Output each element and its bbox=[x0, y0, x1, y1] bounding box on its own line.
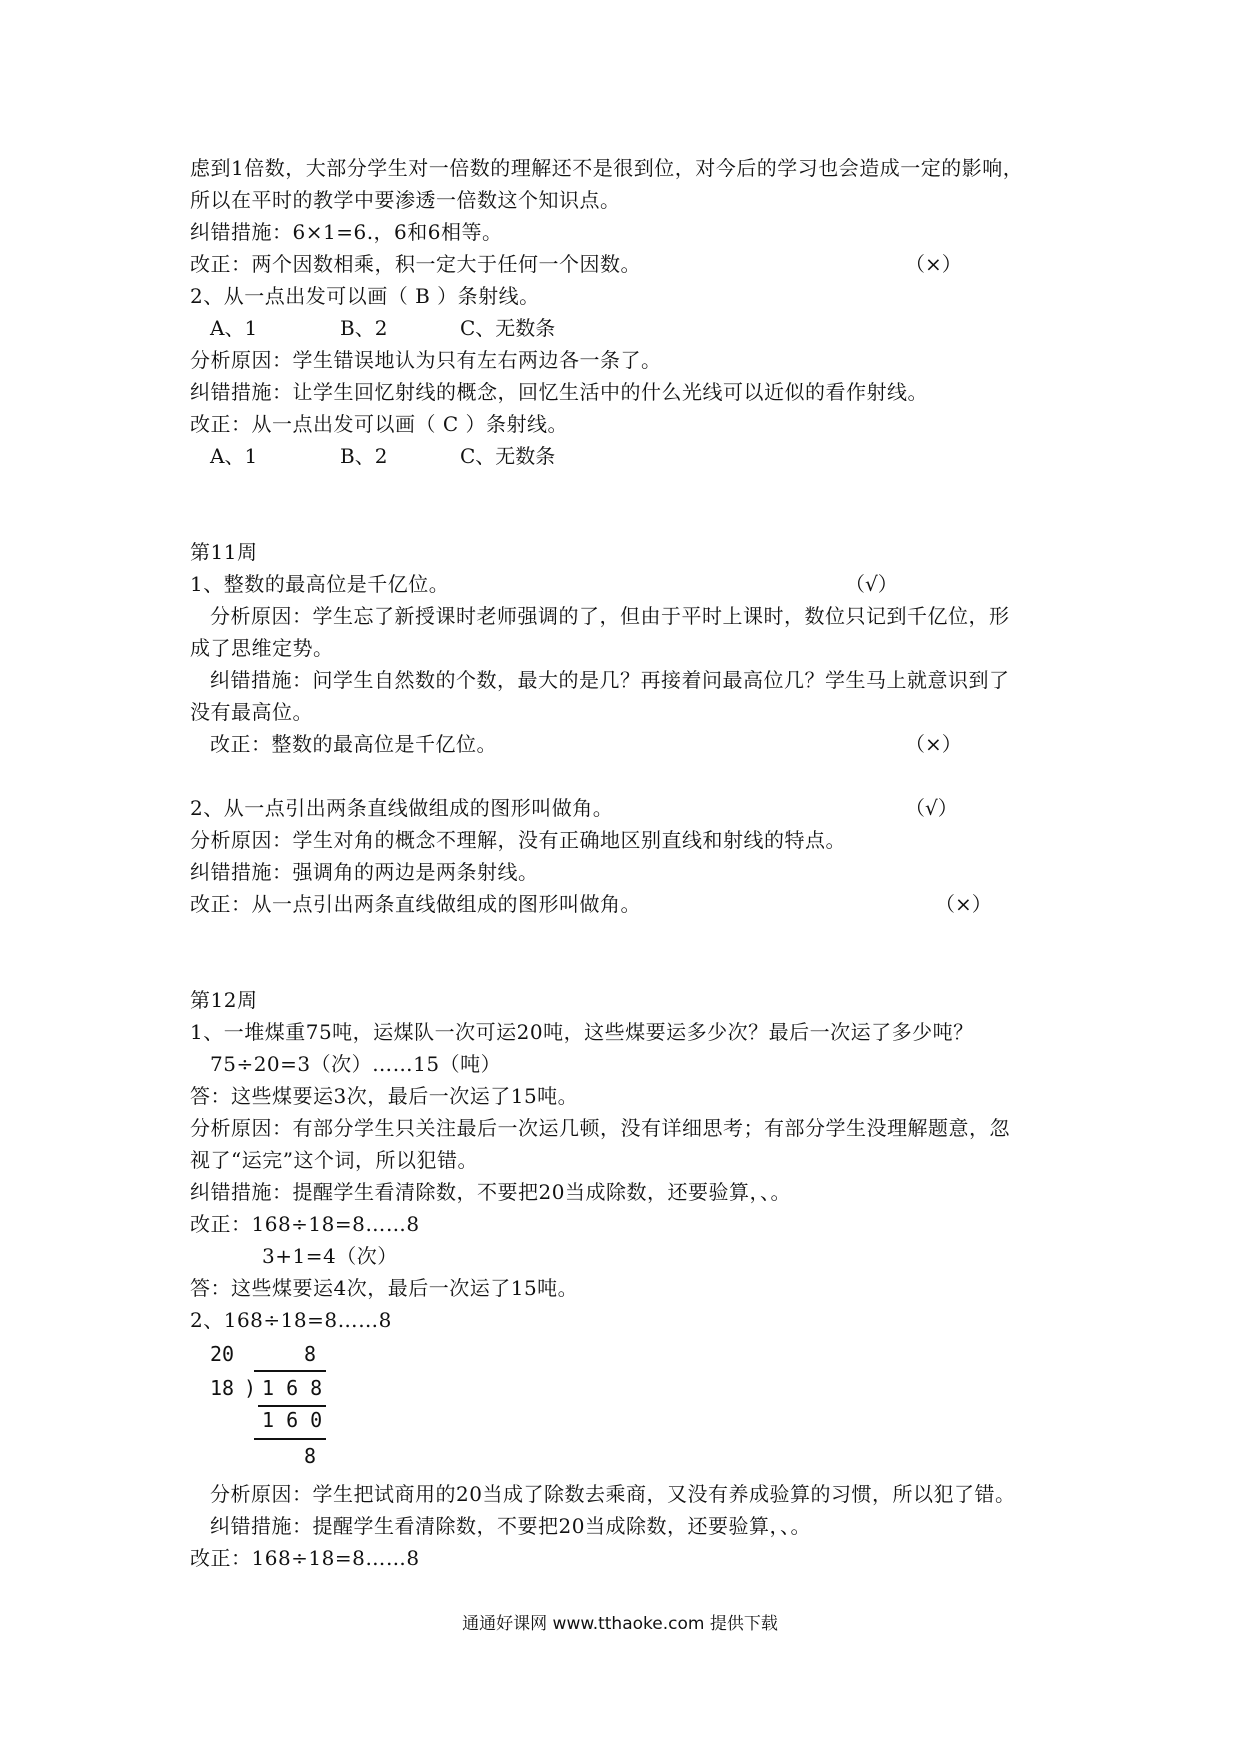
paragraph-line: 虑到1倍数，大部分学生对一倍数的理解还不是很到位，对今后的学习也会造成一定的影响， bbox=[190, 156, 1024, 180]
fix-text: 纠错措施：让学生回忆射线的概念，回忆生活中的什么光线可以近似的看作射线。 bbox=[190, 380, 928, 404]
fix-text: 纠错措施：6×1=6.，6和6相等。 bbox=[190, 220, 503, 244]
option-a: A、1 bbox=[210, 444, 258, 468]
page-footer: 通通好课网 www.tthaoke.com 提供下载 bbox=[462, 1614, 778, 1634]
analysis-text: 视了“运完”这个词，所以犯错。 bbox=[190, 1148, 478, 1172]
division-product: 1 6 0 bbox=[262, 1408, 323, 1432]
right-mark: （√） bbox=[845, 572, 898, 596]
option-b: B、2 bbox=[340, 316, 388, 340]
calculation-text: 3+1=4（次） bbox=[262, 1244, 398, 1268]
product-underline bbox=[258, 1405, 326, 1407]
option-a: A、1 bbox=[210, 316, 258, 340]
correction-text: 改正：从一点引出两条直线做组成的图形叫做角。 bbox=[190, 892, 641, 916]
right-mark: （√） bbox=[905, 796, 958, 820]
fix-text: 纠错措施：提醒学生看清除数，不要把20当成除数，还要验算，、。 bbox=[190, 1180, 791, 1204]
correction-text: 改正：168÷18=8……8 bbox=[190, 1546, 420, 1570]
option-b: B、2 bbox=[340, 444, 388, 468]
correction-text: 改正：从一点出发可以画（ C ）条射线。 bbox=[190, 412, 569, 436]
wrong-mark: （×） bbox=[905, 252, 962, 276]
division-quotient: 8 bbox=[304, 1342, 317, 1366]
correction-text: 改正：168÷18=8……8 bbox=[190, 1212, 420, 1236]
week-heading: 第12周 bbox=[190, 988, 258, 1012]
division-divisor: 18 bbox=[210, 1376, 235, 1400]
week-heading: 第11周 bbox=[190, 540, 258, 564]
answer-text: 答：这些煤要运4次，最后一次运了15吨。 bbox=[190, 1276, 579, 1300]
option-c: C、无数条 bbox=[460, 316, 556, 340]
wrong-mark: （×） bbox=[935, 892, 992, 916]
correction-text: 改正：两个因数相乘，积一定大于任何一个因数。 bbox=[190, 252, 641, 276]
analysis-text: 成了思维定势。 bbox=[190, 636, 334, 660]
fix-text: 纠错措施：问学生自然数的个数，最大的是几？再接着问最高位几？学生马上就意识到了 bbox=[210, 668, 1010, 692]
analysis-text: 分析原因：有部分学生只关注最后一次运几顿，没有详细思考；有部分学生没理解题意，忽 bbox=[190, 1116, 1010, 1140]
division-trial-number: 20 bbox=[210, 1342, 235, 1366]
analysis-text: 分析原因：学生对角的概念不理解，没有正确地区别直线和射线的特点。 bbox=[190, 828, 846, 852]
fix-text: 纠错措施：提醒学生看清除数，不要把20当成除数，还要验算，、。 bbox=[210, 1514, 811, 1538]
question-text: 2、从一点出发可以画（ B ）条射线。 bbox=[190, 284, 540, 308]
calculation-text: 75÷20=3（次）……15（吨） bbox=[210, 1052, 502, 1076]
answer-text: 答：这些煤要运3次，最后一次运了15吨。 bbox=[190, 1084, 579, 1108]
fix-text: 没有最高位。 bbox=[190, 700, 313, 724]
question-text: 2、168÷18=8……8 bbox=[190, 1308, 392, 1332]
paragraph-line: 所以在平时的教学中要渗透一倍数这个知识点。 bbox=[190, 188, 621, 212]
fix-text: 纠错措施：强调角的两边是两条射线。 bbox=[190, 860, 539, 884]
division-dividend: 1 6 8 bbox=[262, 1376, 323, 1400]
wrong-mark: （×） bbox=[905, 732, 962, 756]
question-text: 2、从一点引出两条直线做组成的图形叫做角。 bbox=[190, 796, 614, 820]
analysis-text: 分析原因：学生错误地认为只有左右两边各一条了。 bbox=[190, 348, 662, 372]
division-bracket: ) bbox=[244, 1376, 257, 1400]
analysis-text: 分析原因：学生把试商用的20当成了除数去乘商，又没有养成验算的习惯，所以犯了错。 bbox=[210, 1482, 1016, 1506]
division-remainder: 8 bbox=[304, 1444, 317, 1468]
correction-text: 改正：整数的最高位是千亿位。 bbox=[210, 732, 497, 756]
option-c: C、无数条 bbox=[460, 444, 556, 468]
question-text: 1、一堆煤重75吨，运煤队一次可运20吨，这些煤要运多少次？最后一次运了多少吨？ bbox=[190, 1020, 974, 1044]
analysis-text: 分析原因：学生忘了新授课时老师强调的了，但由于平时上课时，数位只记到千亿位，形 bbox=[210, 604, 1010, 628]
question-text: 1、整数的最高位是千亿位。 bbox=[190, 572, 450, 596]
